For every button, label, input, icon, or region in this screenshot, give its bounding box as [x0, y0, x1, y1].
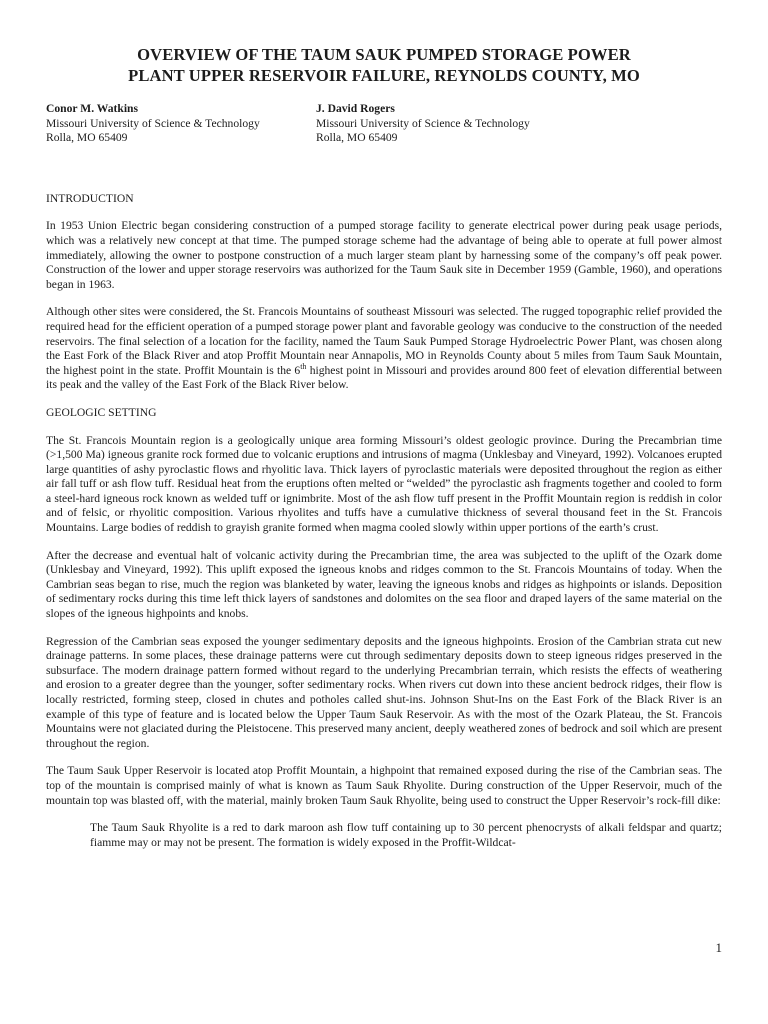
author-affiliation: Missouri University of Science & Technology — [316, 116, 530, 130]
paragraph: The St. Francois Mountain region is a geologically unique area forming Missouri’s oldest geologic province. During the Precambrian time (>1,500 Ma) igneous granite rock formed due to volcanic eruptions and intrusions of magma (Unklesbay and Vineyard, 1992). Volcanoes erupted large quantities of ashy pyroclastic flows and rhyolitic lava. Thick layers of pyroclastic materials were deposited throughout the region as either air fall tuff or ash flow tuff. Residual heat from the eruptions often melted or “welded” the pyroclastic ash fragments together and cooled to form a steel-hard igneous rock known as welded tuff or ignimbrite. Most of the ash flow tuff present in the Proffit Mountain region is reddish in color and of felsic, or rhyolitic composition. Various rhyolites and tuffs have a cumulative thickness of several thousand feet in the St. Francois Mountains. Large bodies of reddish to grayish granite formed when magma cooled slowly within upper portions of the earth’s crust. — [46, 433, 722, 535]
title-line-1: OVERVIEW OF THE TAUM SAUK PUMPED STORAGE POWER — [137, 45, 631, 64]
paragraph-text: highest point in Missouri and provides around 800 feet of elevation differential between its peak and the valley of the East Fork of the Black River below. — [46, 363, 722, 392]
paragraph: In 1953 Union Electric began considering construction of a pumped storage facility to generate electrical power during peak usage periods, which was a relatively new concept at that time. The pumped storage scheme had the advantage of being able to operate at full power almost immediately, allowing the owner to postpone construction of a much larger steam plant by harnessing some of the company’s off peak power. Construction of the lower and upper storage reservoirs was authorized for the Taum Sauk site in December 1959 (Gamble, 1960), and operations began in 1963. — [46, 219, 722, 291]
section-heading-geologic-setting: GEOLOGIC SETTING — [46, 405, 157, 419]
author-address: Rolla, MO 65409 — [316, 131, 398, 145]
author-1 — [46, 102, 316, 146]
paper-title — [46, 44, 722, 86]
author-name: Conor M. Watkins — [46, 102, 139, 115]
page-number: 1 — [715, 940, 722, 955]
title-line-2: PLANT UPPER RESERVOIR FAILURE, REYNOLDS COUNTY, MO — [128, 66, 640, 85]
paragraph — [46, 305, 722, 393]
superscript: th — [300, 361, 307, 371]
block-quote: The Taum Sauk Rhyolite is a red to dark maroon ash flow tuff containing up to 30 percent phenocrysts of alkali feldspar and quartz; fiamme may or may not be present. The formation is widely exposed in the Proffit-Wildcat- — [90, 821, 722, 849]
section-heading-introduction: INTRODUCTION — [46, 191, 134, 205]
paragraph-text: Although other sites were considered, the St. Francois Mountains of southeast Missouri was selected. The rugged topographic relief provided the required head for the efficient operation of a pumped storage power plant and favorable geology was conducive to the construction of the needed reservoirs. The final selection of a location for the facility, named the Taum Sauk Pumped Storage Hydroelectric Power Plant, was chosen along the East Fork of the Black River and atop Proffit Mountain near Annapolis, MO in Reynolds County about 5 miles from Taum Sauk Mountain, the highest point in the state. Proffit Mountain is the 6 — [46, 305, 722, 377]
paragraph: After the decrease and eventual halt of volcanic activity during the Precambrian time, the area was subjected to the uplift of the Ozark dome (Unklesbay and Vineyard, 1992). This uplift exposed the igneous knobs and ridges common to the St. Francois Mountains of today. When the Cambrian seas began to rise, much the region was blanketed by water, leaving the igneous knobs and ridges as highpoints or islands. Deposition of sedimentary rocks during this time left thick layers of sandstones and dolomites on the sea floor and draped layers of the same material on the slopes of the igneous highpoints and knobs. — [46, 548, 722, 621]
paragraph: Regression of the Cambrian seas exposed the younger sedimentary deposits and the igneous highpoints. Erosion of the Cambrian strata cut new drainage patterns. In some places, these drainage patterns were cut through sedimentary deposits down to steep igneous ridges preserved in the subsurface. The modern drainage pattern formed without regard to the underlying Precambrian terrain, which resists the effects of weathering and erosion to a greater degree than the younger, softer sedimentary rocks. When rivers cut down into these ancient bedrock ridges, their flow is locally restricted, forming steep, closed in chutes and potholes called shut-ins. Johnson Shut-Ins on the East Fork of the Black River is an example of this type of feature and is located below the Upper Taum Sauk Reservoir. As with the most of the Ozark Plateau, the St. Francois Mountains were not glaciated during the Pleistocene. This preserved many ancient, deeply weathered zones of bedrock and soil which are present throughout the region. — [46, 634, 722, 750]
author-address: Rolla, MO 65409 — [46, 131, 128, 145]
author-name: J. David Rogers — [316, 102, 395, 115]
author-block — [46, 102, 722, 146]
author-affiliation: Missouri University of Science & Technology — [46, 116, 260, 130]
author-2 — [316, 102, 586, 146]
paragraph: The Taum Sauk Upper Reservoir is located atop Proffit Mountain, a highpoint that remained exposed during the rise of the Cambrian seas. The top of the mountain is comprised mainly of what is known as Taum Sauk Rhyolite. During construction of the Upper Reservoir, much of the mountain top was blasted off, with the material, mainly broken Taum Sauk Rhyolite, being used to construct the Upper Reservoir’s rock-fill dike: — [46, 764, 722, 807]
